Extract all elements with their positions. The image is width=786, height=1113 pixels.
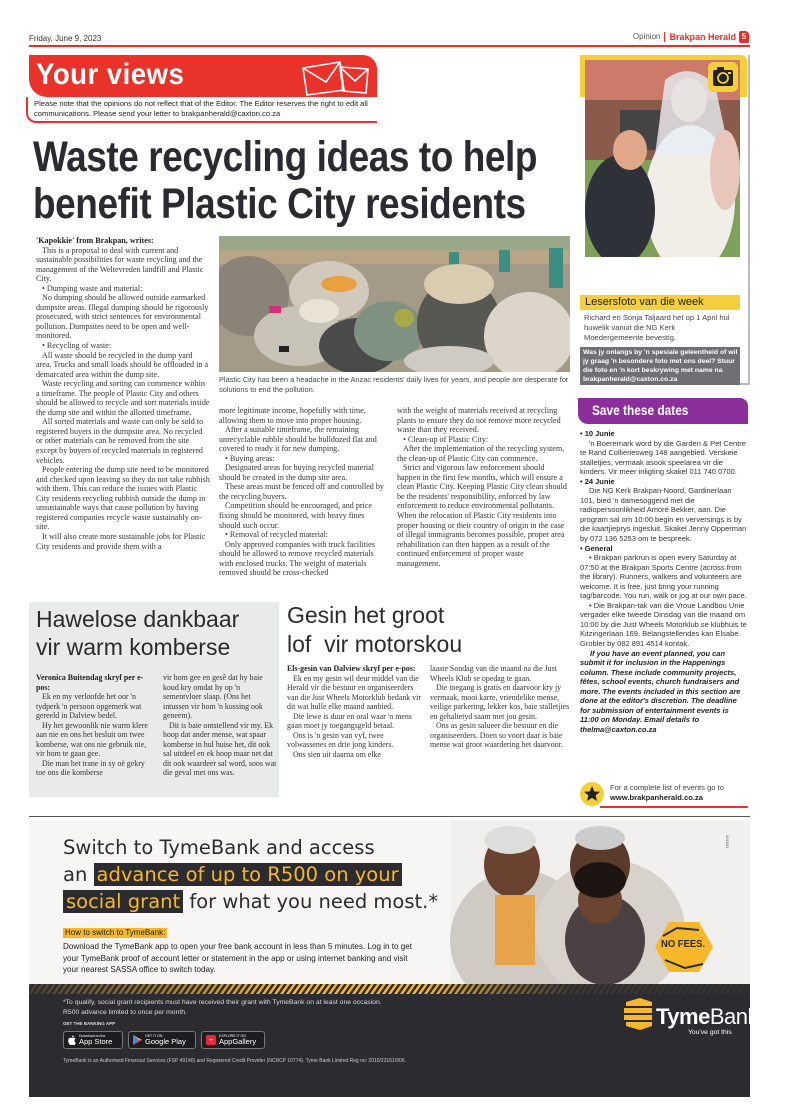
store-name: App Store (79, 1037, 113, 1046)
fine-print-line-1: *To qualify, social grant recipients must have received their grant with TymeBank on at least one occasion. (63, 999, 382, 1006)
wordmark-bold: Tyme (656, 1004, 710, 1029)
store-name: AppGallery (219, 1037, 257, 1046)
paragraph: Strict and vigorous law enforcement should happen in the first few months, which will ensure a clean Plastic City. Keeping Plastic City clean should be the residents' responsibility, enforced by law enforcement to reduce environmental pollutants. When the relocation of Plastic City residents into proper housing or their country of origin in the case of illegal immigrants becomes possible, proper area rehabilitation can then happen as a result of the continued enforcement of proper waste management. (397, 463, 567, 568)
ad-reference-code: 201941 (725, 835, 730, 849)
google-play-icon (133, 1035, 142, 1045)
hazard-stripes (29, 984, 750, 994)
paragraph: All waste should be recycled in the dump yard area. Trucks and small loads should be offloaded in a demarcated area within the dump site. (36, 350, 209, 379)
no-fees-label: NO FEES. (661, 938, 706, 950)
ad-headline-line-2 (63, 861, 438, 888)
paragraph: Competition should be encouraged, and price fixing should be monitored, with heavy fines should such occur. (219, 501, 372, 530)
how-to-switch-body: Download the TymeBank app to open your free bank account in less than 5 minutes. Log in to get your TymeBank proof of account letter or statement in the app or using internet banking and visit your nearest SASSA office to switch today. (63, 942, 413, 974)
ad-headline-line-1: Switch to TymeBank and access (63, 836, 375, 859)
paragraph: with the weight of materials received at recycling plants to ensure they do not remove more recycled waste than they received. (397, 406, 561, 435)
masthead-name: Brakpan Herald (669, 32, 736, 42)
subheading: • Clean-up of Plastic City: (403, 434, 489, 444)
hawelose-headline-line-2: vir warm komberse (36, 634, 231, 660)
subheading: • Buying areas: (225, 453, 275, 463)
star-icon (580, 782, 604, 806)
submission-note: If you have an event planned, you can submit it for inclusion in the Happenings column. These include community projects, fêtes, school events, church fundraisers and more. The events included in this section are done at the editor's discretion. The deadline for submission of entertainment events is 11:00 on Monday. Email details to thelma@caxton.co.za (580, 648, 741, 734)
ad-legal-text: TymeBank is an Authorised Financial Services (FSP 49140) and Registered Credit Provider (NCRCP 10774). Tyme Bank Limited Reg no: 2015/231510/06. (63, 1058, 406, 1064)
lesersfoto-caption: Richard en Sonja Taljaard het op 1 April hul huwelik vanuit die NG Kerk Moedergemeente bevestig. (584, 313, 730, 342)
store-small-label: GET IT ON (145, 1034, 163, 1038)
camera-icon (708, 62, 738, 92)
paragraph: It will also create more sustainable jobs for Plastic City residents and provide them with a (36, 531, 206, 551)
paragraph: All sorted materials and waste can only be sold to registered buyers in the dumpsite area. No recycled or other materials can be removed from the site except by buyers of recycled materials in registered vehicles. (36, 417, 204, 465)
store-small-label: Download on the (79, 1034, 106, 1038)
issue-date: Friday, June 9, 2023 (29, 34, 102, 43)
event-date: • 10 Junie (580, 429, 615, 438)
your-views-title: Your views (36, 58, 185, 91)
apple-icon (68, 1035, 76, 1045)
hawelose-column-2 (163, 673, 277, 778)
paragraph: After the implementation of the recycling system, the clean-up of Plastic City can commence. (397, 444, 565, 463)
paragraph: Die man het trane in sy oë gekry toe ons die komberse (36, 758, 145, 778)
gesin-column-1 (287, 664, 424, 759)
ad-highlight-2: social grant (63, 890, 183, 913)
tymebank-logo-icon (622, 998, 652, 1032)
gesin-headline-line-2: lof vir motorskou (287, 631, 463, 657)
events-rule (600, 806, 748, 808)
save-dates-title: Save these dates (592, 403, 689, 418)
headline-line-1: Waste recycling ideas to help (33, 133, 538, 181)
article-column-1 (36, 236, 210, 551)
paragraph: After a suitable timeframe, the remaining unrecyclable rubble should be bulldozed flat and covered to ready it for new dumping. (219, 425, 377, 454)
paragraph: vir hom gee en gesê dat hy baie koud kry omdat hy op 'n sementvloer slaap. (Ons het intussen vir hom 'n kussing ook geneem). (163, 673, 263, 721)
events-link-block (610, 783, 724, 803)
tymebank-tagline: You've got this (688, 1029, 732, 1036)
events-link-label: For a complete list of events go to (610, 783, 724, 792)
paragraph: No dumping should be allowed outside earmarked dumpsite areas. Illegal dumping should be rigorously prosecuted, with strict sentences for environmental pollution. Dumpsites need to be open and well-monitored. (36, 293, 209, 341)
wordmark-light: Bank (709, 1004, 758, 1029)
event-description: • Brakpan parkrun is open every Saturday at 07:50 at the Brakpan Sports Centre (across from the library). Runners, walkers and volunteers are welcome. It is free, just bring your running tag/barcode. You run, walk or jog at our own pace. (580, 553, 747, 601)
ad-headline-line-3 (63, 888, 438, 915)
paragraph: Hy het gewoonlik nie warm klere aan nie en ons het besluit om twee komberse, wat ons nie gebruik nie, vir hom te gaan gee. (36, 720, 148, 759)
how-to-switch-label: How to switch to TymeBank: (65, 928, 166, 937)
paragraph: Ons as gesin salueer die bestuur en die organiseerders. Doen so voort daar is baie mense wat groot waardering het daarvoor. (430, 721, 563, 750)
store-name: Google Play (145, 1037, 186, 1046)
fine-print-line-2: R500 advance limited to once per month. (63, 1008, 187, 1016)
gesin-byline: Els-gesin van Dalview skryf per e-pos: (287, 664, 416, 673)
get-app-label: GET THE BANKING APP (63, 1021, 116, 1026)
appgallery-icon (206, 1035, 216, 1045)
event-description: Die NG Kerk Brakpan-Noord, Gardinerlaan 101, bied 'n damesoggend met die radiopersoonlikheid Amoré Bekker, aan. Die program sal om 10:00 begin en verversings is by die kaartjieprys ingesluit. Skakel Jenny Opperman by 072 136 5253 om te bespreek. (580, 486, 747, 544)
paragraph: Ek en my verloofde het oor 'n tydperk 'n persoon opgemerk wat gereeld in Dalview bedel. (36, 692, 142, 721)
ad-separator (29, 816, 750, 817)
star-glyph (580, 782, 604, 806)
gesin-headline-line-1: Gesin het groot (287, 602, 445, 628)
paragraph: Die lewe is duur en oral waar 'n mens gaan moet jy toegangsgeld betaal. (287, 711, 412, 731)
paragraph: laaste Sondag van die maand na die Just Wheels Klub se opedag te gaan. (430, 664, 557, 683)
appgallery-badge[interactable] (201, 1031, 265, 1049)
header-rule (29, 45, 750, 47)
hawelose-headline (36, 605, 239, 661)
article-column-2 (219, 406, 387, 578)
paragraph: These areas must be fenced off and controlled by the recycling buyers. (219, 482, 384, 501)
photo-caption: Plastic City has been a headache in the Anzac residents' daily lives for years, and people are desperate for solutions to end the pollution. (219, 375, 569, 394)
camera-icon-badge (708, 62, 738, 92)
paragraph: People entering the dump site need to be monitored and checked upon leaving so they do not take rubbish with them. This can reduce the issues with Plastic City residents recycling rubbish outside the dump in unsustainable ways that cause pollution by having registered companies recycle waste sustainably on-site. (36, 465, 210, 532)
page-header-right (633, 31, 749, 43)
paragraph: Ons is 'n gesin van vyf, twee volwassenes en drie jong kinders. (287, 730, 394, 750)
subheading: • Removal of recycled material: (225, 530, 329, 540)
google-play-badge[interactable] (128, 1031, 196, 1049)
article-headline (33, 133, 538, 228)
gesin-headline (287, 601, 462, 659)
events-website-link[interactable]: www.brakpanherald.co.za (610, 793, 703, 802)
event-description: 'n Boeremark word by die Garden & Pet Centre te Rand Collieriesweg 148 aangebied. Verskeie stalletjies, vermaak asook speelarea vir die kinders. Vir meer inligting skakel 011 740 0700. (580, 438, 746, 477)
gesin-column-2 (430, 664, 570, 750)
lesersfoto-callout: Was jy onlangs by 'n spesiale geleentheid of wil jy graag 'n besondere foto met ons deel? Stuur die foto en 'n kort beskrywing met name na brakpanherald@caxton.co.za (583, 349, 738, 383)
event-description: • Die Brakpan-tak van die Vroue Landbou Unie vergader elke tweede Dinsdag van die maand om 10:00 by die Just Wheels Motorklub se klubhuis te Kitzingerlaan 169. Belangstellendes kan Elsabe Grobler by 082 891 4514 kontak. (580, 600, 747, 649)
app-store-badge[interactable] (63, 1031, 123, 1049)
hawelose-headline-line-1: Hawelose dankbaar (36, 606, 240, 632)
envelope-icon (300, 60, 370, 96)
paragraph: Only approved companies with truck facilities should be allowed to remove recycled materials with enclosed trucks. The weight of materials removed should be cross-checked (219, 539, 375, 578)
paragraph: Waste recycling and sorting can commence within a timeframe. The people of Plastic City and others should be allowed to recycle and sort materials inside the dump site and within the allotted timeframe. (36, 379, 210, 417)
ad-headline-prefix: an (63, 863, 88, 886)
subheading: • Dumping waste and material: (42, 283, 143, 293)
hawelose-column-1 (36, 673, 156, 778)
hawelose-byline: Veronica Buitendag skryf per e-pos: (36, 673, 144, 692)
paragraph: more legitimate income, hopefully with time, allowing them to move into proper housing. (219, 406, 366, 425)
paragraph: Ons sien uit daarna om elke (293, 749, 381, 759)
subheading: • Recycling of waste: (42, 341, 112, 351)
ad-highlight-1: advance of up to R500 on your (94, 863, 402, 886)
your-views-rule (34, 121, 377, 123)
section-label: Opinion (633, 32, 666, 42)
headline-line-2: benefit Plastic City residents (33, 180, 526, 228)
ad-headline-suffix: for what you need most.* (189, 890, 439, 913)
article-column-3 (397, 406, 569, 568)
page-number-badge: 5 (739, 31, 749, 43)
plastic-city-photo (219, 236, 570, 372)
editor-disclaimer: Please note that the opinions do not reflect that of the Editor. The Editor reserves the right to edit all communications. Please send your letter to brakpanherald@caxton.co.za (34, 99, 368, 118)
paragraph: Dit is baie ontstellend vir my. Ek hoop dat ander mense, wat spaar komberse in hul huise het, dit ook sal uitdeel en ek hoop maar net dat dit ook waardeer sal word, soos wat die geval met ons was. (163, 720, 277, 778)
dump-photo-illustration (219, 236, 570, 372)
paragraph: Designated areas for buying recycled material should be created in the dump site area. (219, 463, 374, 482)
ad-headline (63, 834, 438, 915)
paragraph: Ek en my gesin wil deur middel van die Herald vir die bestuur en organiseerders van die Just Wheels Motorklub bedank vir dit wat hulle elke maand aanbied. (287, 673, 421, 712)
tymebank-wordmark (656, 1004, 758, 1030)
lesersfoto-title: Lesersfoto van die week (585, 296, 704, 308)
paragraph: This is a proposal to deal with current and sustainable possibilities for waste recycling and the management of the Weltevreden landfill and Plastic City. (36, 245, 204, 284)
event-date: • 24 Junie (580, 476, 615, 486)
ad-fine-print (63, 998, 382, 1017)
article-byline: 'Kapokkie' from Brakpan, writes: (36, 236, 154, 245)
paragraph: Die toegang is gratis en daarvoor kry jy vermaak, mooi karre, vriendelike mense, veilige parkering, lekker kos, baie stalletjies en gehaltetyd saam met jou gesin. (430, 683, 570, 721)
store-small-label: EXPLORE IT ON (219, 1034, 246, 1038)
event-date: • General (580, 543, 613, 553)
save-dates-list (580, 429, 748, 735)
